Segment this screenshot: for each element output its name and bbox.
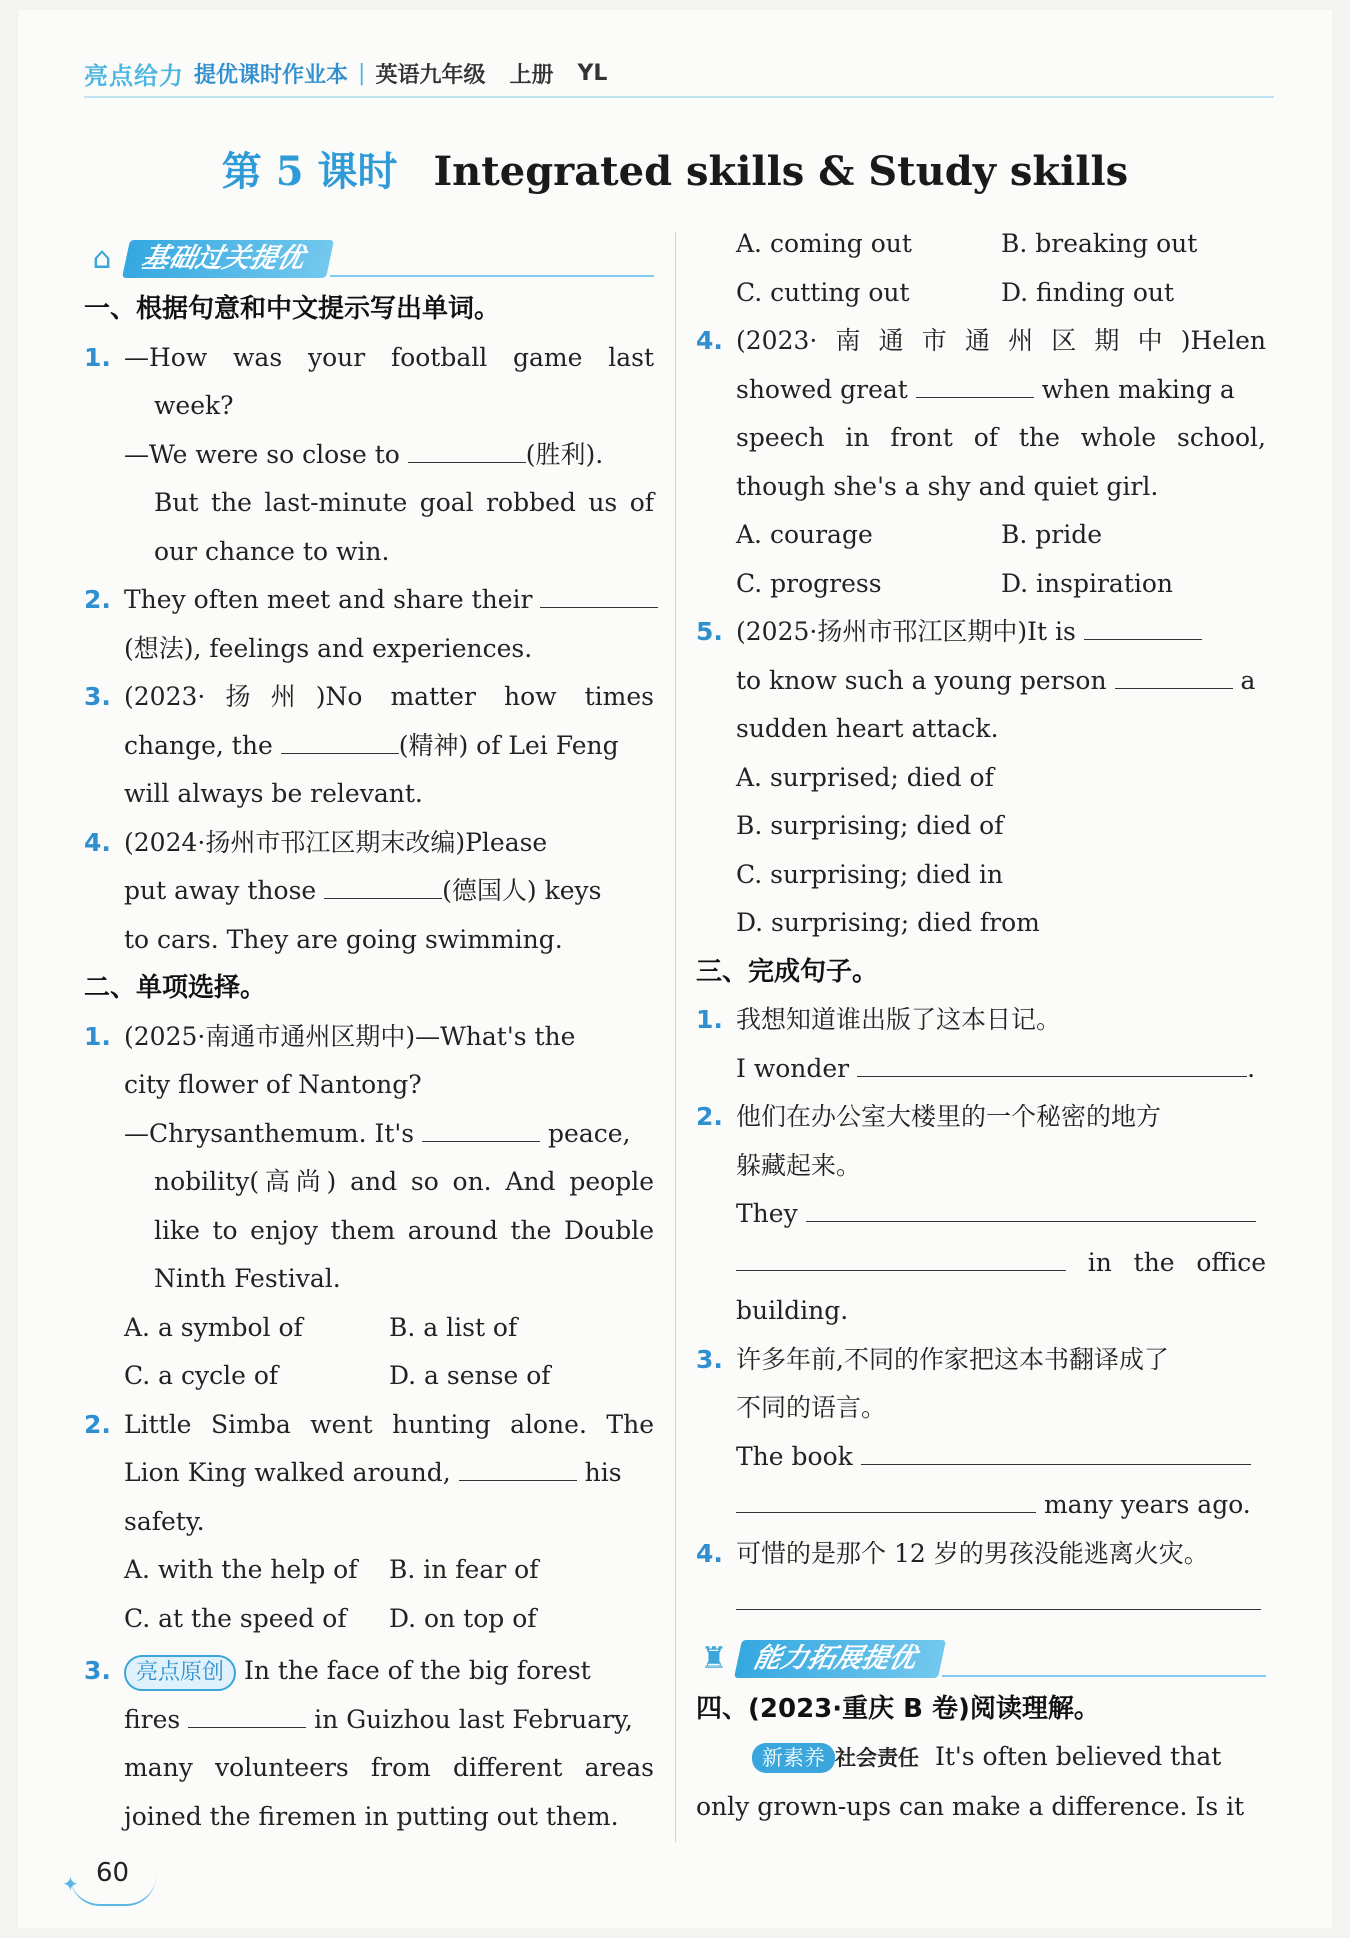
question-number: 4. — [696, 1538, 723, 1568]
book-edition: YL — [577, 61, 608, 86]
options-row — [696, 511, 1266, 560]
house-icon: ⌂ — [92, 241, 112, 276]
option-d[interactable]: D. a sense of — [389, 1361, 551, 1390]
question-text: in the office — [1087, 1247, 1266, 1277]
question-line — [84, 1013, 654, 1062]
option-b[interactable]: B. a list of — [389, 1312, 518, 1342]
question-line: nobility(高尚) and so on. And people — [154, 1167, 654, 1196]
answer-blank[interactable] — [736, 1248, 1066, 1271]
question-number: 4. — [84, 827, 111, 857]
reading-text: It's often believed that — [934, 1742, 1222, 1771]
question-line: 躲藏起来。 — [736, 1150, 862, 1180]
question-line — [696, 1239, 1266, 1288]
question-text: (胜利). — [525, 439, 604, 469]
question-line: though she's a shy and quiet girl. — [736, 471, 1159, 501]
options-row — [84, 1546, 654, 1595]
question-number: 5. — [696, 617, 723, 646]
section-heading: 二、单项选择。 — [84, 973, 267, 1003]
question-text: —How was your football game last — [124, 342, 654, 372]
question-number: 2. — [696, 1102, 723, 1131]
question-text: peace, — [548, 1118, 631, 1148]
question-text: (德国人) keys — [442, 876, 602, 905]
option-a[interactable]: A. a symbol of — [124, 1312, 303, 1342]
question-line — [696, 366, 1266, 415]
question-line — [696, 1578, 1266, 1627]
option-b[interactable]: B. in fear of — [389, 1555, 539, 1584]
book-volume: 上册 — [509, 63, 554, 88]
option-c[interactable]: C. cutting out — [736, 277, 910, 307]
question-line — [84, 576, 654, 625]
question-text: when making a — [1041, 374, 1235, 404]
question-text: —Chrysanthemum. It's — [124, 1118, 415, 1148]
question-line: Ninth Festival. — [154, 1264, 341, 1293]
question-line: week? — [154, 391, 234, 420]
option-c[interactable]: C. a cycle of — [124, 1361, 279, 1390]
answer-blank[interactable] — [916, 375, 1034, 398]
question-line: our chance to win. — [154, 536, 390, 566]
question-text: 可惜的是那个 12 岁的男孩没能逃离火灾。 — [736, 1538, 1209, 1568]
answer-blank[interactable] — [736, 1587, 1261, 1610]
question-text: They often meet and share their — [124, 585, 533, 614]
question-line: will always be relevant. — [124, 779, 423, 808]
brand-logo: 亮点给力 — [84, 62, 184, 90]
question-line: But the last-minute goal robbed us of — [154, 488, 654, 517]
trophy-icon: ♜ — [700, 1640, 728, 1676]
book-subject: 英语九年级 — [375, 63, 486, 88]
question-text: a — [1240, 665, 1256, 695]
question-text: in Guizhou last February, — [314, 1704, 633, 1734]
question-line — [84, 819, 654, 868]
original-badge: 亮点原创 — [124, 1655, 236, 1691]
question-text: fires — [124, 1704, 181, 1734]
question-number: 4. — [696, 326, 723, 355]
answer-blank[interactable] — [1115, 666, 1233, 689]
question-number: 3. — [696, 1344, 723, 1374]
question-line — [84, 1696, 654, 1745]
section-banner-extend — [696, 1633, 1266, 1685]
question-line: city flower of Nantong? — [124, 1070, 422, 1099]
question-line — [84, 1449, 654, 1498]
lesson-topic: Integrated skills & Study skills — [433, 148, 1129, 195]
section-heading: 四、(2023·重庆 B 卷)阅读理解。 — [696, 1693, 1100, 1724]
question-number: 2. — [84, 1409, 111, 1439]
question-line: many volunteers from different areas — [124, 1753, 654, 1782]
answer-blank[interactable] — [324, 876, 442, 899]
question-text: 许多年前,不同的作家把这本书翻译成了 — [736, 1344, 1169, 1374]
question-text: (2023·扬州)No matter how times — [124, 682, 654, 711]
question-text: showed great — [736, 374, 908, 404]
page-number: 60 — [96, 1858, 130, 1888]
question-line — [696, 996, 1266, 1045]
question-line: (想法), feelings and experiences. — [124, 633, 533, 663]
left-column — [84, 233, 654, 1841]
answer-blank[interactable] — [806, 1199, 1256, 1222]
option-a[interactable]: A. courage — [736, 520, 873, 549]
question-line: like to enjoy them around the Double — [154, 1215, 654, 1245]
banner-rule — [330, 275, 654, 277]
options-row — [84, 1352, 654, 1401]
question-text: (2024·扬州市邗江区期末改编)Please — [124, 827, 548, 857]
question-line: joined the firemen in putting out them. — [124, 1801, 619, 1831]
question-number: 1. — [84, 342, 111, 372]
question-line: 不同的语言。 — [736, 1393, 887, 1422]
header-rule — [84, 96, 1274, 98]
question-line — [696, 1045, 1266, 1094]
right-column — [696, 220, 1266, 1831]
question-line — [84, 334, 654, 383]
question-line — [696, 657, 1266, 706]
question-text: to know such a young person — [736, 665, 1107, 695]
question-line: speech in front of the whole school, — [736, 423, 1266, 452]
question-line — [84, 673, 654, 722]
question-line: sudden heart attack. — [736, 714, 999, 743]
option-d[interactable]: D. finding out — [1001, 277, 1175, 307]
question-line: building. — [736, 1296, 849, 1325]
answer-blank[interactable] — [861, 1442, 1251, 1465]
lesson-title — [0, 140, 1350, 197]
question-text: They — [736, 1199, 798, 1228]
new-literacy-badge: 新素养 — [752, 1743, 835, 1773]
question-text: Lion King walked around, — [124, 1458, 451, 1487]
banner-rule — [942, 1675, 1266, 1677]
question-text: —We were so close to — [124, 439, 400, 469]
option-a[interactable]: A. with the help of — [124, 1555, 358, 1584]
banner-label: 基础过关提优 — [122, 240, 334, 278]
question-line — [696, 317, 1266, 366]
answer-blank[interactable] — [281, 731, 399, 754]
question-line: safety. — [124, 1506, 205, 1536]
question-text: In the face of the big forest — [243, 1656, 591, 1685]
option-c[interactable]: C. surprising; died in — [736, 859, 1004, 889]
running-header — [84, 56, 607, 91]
question-text: (2025·扬州市邗江区期中)It is — [736, 617, 1076, 646]
option-d[interactable]: D. on top of — [389, 1603, 537, 1633]
option-a[interactable]: A. surprised; died of — [736, 762, 994, 792]
question-text: Little Simba went hunting alone. The — [124, 1409, 654, 1439]
options-row — [84, 1304, 654, 1353]
question-text: The book — [736, 1441, 853, 1471]
options-row — [696, 269, 1266, 318]
star-icon: ✦ — [62, 1872, 79, 1896]
option-b[interactable]: B. surprising; died of — [736, 811, 1004, 840]
question-line — [84, 722, 654, 771]
option-c[interactable]: C. progress — [736, 568, 882, 598]
answer-blank[interactable] — [422, 1119, 540, 1142]
option-c[interactable]: C. at the speed of — [124, 1603, 347, 1633]
question-text: I wonder — [736, 1053, 850, 1083]
question-number: 2. — [84, 585, 111, 614]
question-line — [696, 608, 1266, 657]
reading-line — [696, 1733, 1266, 1783]
question-number: 1. — [84, 1021, 111, 1051]
question-line — [696, 1530, 1266, 1579]
section-banner-basic — [84, 233, 654, 285]
question-text: 我想知道谁出版了这本日记。 — [736, 1005, 1062, 1034]
question-line — [84, 1110, 654, 1159]
options-row — [84, 1595, 654, 1644]
options-row — [696, 220, 1266, 269]
question-text: 他们在办公室大楼里的一个秘密的地方 — [736, 1102, 1162, 1131]
option-d[interactable]: D. inspiration — [1001, 568, 1174, 598]
answer-blank[interactable] — [1084, 617, 1202, 640]
question-text: many years ago. — [1043, 1490, 1251, 1519]
option-a[interactable]: A. coming out — [736, 229, 912, 258]
options-row — [696, 560, 1266, 609]
question-line — [696, 1433, 1266, 1482]
answer-blank[interactable] — [857, 1054, 1247, 1077]
option-b[interactable]: B. pride — [1001, 520, 1103, 549]
question-line — [696, 1093, 1266, 1142]
section-heading: 一、根据句意和中文提示写出单词。 — [84, 294, 501, 324]
question-text: put away those — [124, 876, 317, 905]
section-heading: 三、完成句子。 — [696, 956, 879, 987]
question-line — [84, 1647, 654, 1696]
question-number: 3. — [84, 1656, 111, 1685]
question-text: . — [1247, 1053, 1256, 1083]
header-separator: | — [358, 61, 366, 86]
option-b[interactable]: B. breaking out — [1001, 229, 1198, 258]
series-name: 提优课时作业本 — [194, 63, 349, 88]
question-number: 3. — [84, 682, 111, 711]
question-text: (精神) of Lei Feng — [398, 730, 619, 760]
question-line — [84, 431, 654, 480]
option-d[interactable]: D. surprising; died from — [736, 908, 1040, 937]
lesson-number: 第 5 课时 — [221, 148, 398, 195]
answer-blank[interactable] — [188, 1705, 306, 1728]
question-text: (2023·南通市通州区期中)Helen — [736, 326, 1266, 355]
answer-blank[interactable] — [459, 1458, 577, 1481]
social-responsibility-tag: 社会责任 — [835, 1746, 919, 1770]
banner-label: 能力拓展提优 — [734, 1640, 946, 1678]
answer-blank[interactable] — [540, 585, 658, 608]
question-number: 1. — [696, 1005, 723, 1034]
question-line: to cars. They are going swimming. — [124, 924, 563, 954]
question-line — [84, 1401, 654, 1450]
question-text: (2025·南通市通州区期中)—What's the — [124, 1021, 576, 1051]
question-line — [696, 1481, 1266, 1530]
question-line — [696, 1336, 1266, 1385]
column-divider — [675, 232, 676, 1842]
question-line — [84, 867, 654, 916]
answer-blank[interactable] — [408, 440, 526, 463]
answer-blank[interactable] — [736, 1490, 1036, 1513]
question-text: his — [584, 1458, 622, 1487]
question-text: change, the — [124, 730, 273, 760]
question-line — [696, 1190, 1266, 1239]
reading-line: only grown-ups can make a difference. Is it — [696, 1791, 1245, 1821]
